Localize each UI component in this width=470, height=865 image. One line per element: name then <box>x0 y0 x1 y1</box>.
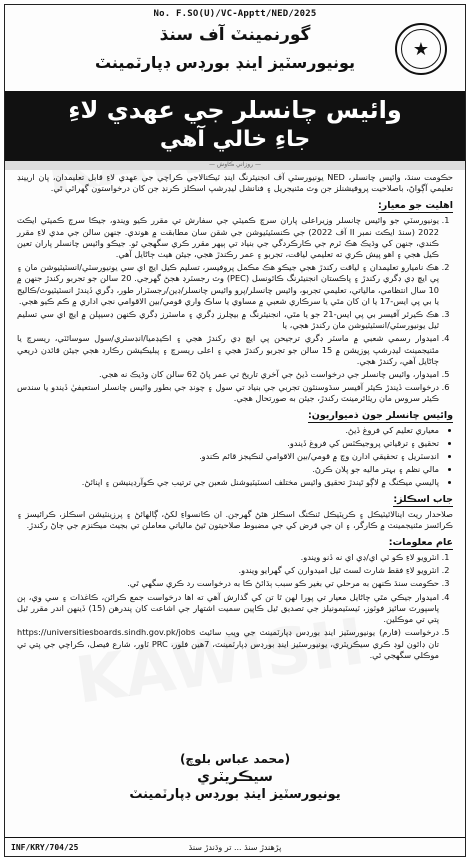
duties-heading: وائيس چانسلر جون ذميواريون: <box>307 409 453 421</box>
organization-line-1: گورنمينٽ آف سنڌ <box>159 25 311 45</box>
list-item: • معياري تعليم کي فروغ ڏيڻ. <box>17 425 439 436</box>
government-logo <box>395 23 447 75</box>
ad-body <box>17 172 453 663</box>
list-item: • انڊسٽريل ۽ تحقيقي ادارن وچ ۾ قومي/بين الاقوامي لنڪيجز قائم ڪندو. <box>17 451 439 462</box>
list-item: 1. يونيورسٽي جو وائيس چانسلر وزيراعلى پاران سرچ ڪميٽي جي سفارش تي مقرر ڪيو ويندو، جيڪا سرچ ڪميٽي ايڪٽ 2022 (سنڌ ايڪٽ نمبر II آف 2022) جي ڪنسٽيٽيوشن جي شقن سان مطابقت ۾ هوندي. جنهن سالن جي مدي لاءِ مقرر ڪندي، جنهن کي وڌيڪ هڪ ٽرم جي ڪارڪردگي جي بنياد تي ٻيهر مقرر ڪري سگهجي ٿو. جيڪو وائيس چانسلر پاران تعين ڪيل هجي ۽ اهو پيش ڪري ته تعليمي لياقت، تجربو ۽ عمر رڪندڙ هجي، جيئن هيٺ ڄاڻايل آهي. <box>17 215 439 260</box>
ad-code: INF/KRY/704/25 <box>11 842 79 852</box>
list-item: 3. حڪومت سنڌ ڪنهن به مرحلي تي بغير ڪو سبب ٻڌائڻ ڪا به درخواست رد ڪري سگهي ٿي. <box>17 578 439 589</box>
logo-emblem-icon: ★ <box>401 29 441 69</box>
list-item: 2. هڪ ناميارو تعليمدان ۽ لياقت رکندڙ هجي جيڪو هڪ مڪمل پروفيسر، تسليم ڪيل ايڇ اي سي يونيورسٽي/انسٽيٽيوشن مان ۽ پي ايڇ ڊي ڊگري رکندڙ ۽ پاڪستان انجنيئرنگ ڪائونسل (PEC) وٽ رجسٽرڊ هجڻ گهرجي. 20 سالن جو تجربو رکندڙ جنهن ۾ 10 سال انتظامي، مالياتي، تعليمي تجربو، وائيس چانسلر/پرو وائيس چانسلر/ڊين/رجسٽرار طور، ڊگري ڏيندڙ انسٽيٽيوٽ/ڪاليج يا بي پي ايس-17 يا ان کان مٿي يا سرڪاري شعبي ۾ مساوي يا ساڪ واري قومي/بين الاقوامي نجي اداري ۾ ڪم ڪيو هجي. <box>17 262 439 307</box>
list-item: 4. اميدوار جيڪي مٿي ڄاڻايل معيار تي پورا لهن ٿا تن کي گذارش آهي ته اها درخواست جمع ڪرائن، ڪاغذات ۽ سي وي، ٻن پاسپورٽ سائيز فوٽوز، ٽيسٽيمونيلز جي تصديق ٿيل ڪاپين سميت اشتهار جي اشاعت کان پندرهن (15) ڏينهن اندر مقرر ٿيل پتي تي موڪلين. <box>17 592 439 626</box>
footer-note: پڙهندڙ سنڌ ... تر وڌندڙ سنڌ <box>188 842 282 852</box>
signatory-department: يونيورسٽيز اينڊ بورڊس ڊپارٽمينٽ <box>129 787 341 802</box>
newspaper-strip: — روزاني ڪاوش — <box>5 161 465 170</box>
organization-line-2: يونيورسٽيز اينڊ بورڊس ڊپارٽمينٽ <box>94 53 356 72</box>
title-line-1: وائيس چانسلر جي عهدي لاءِ <box>68 96 402 124</box>
signature-block <box>65 750 405 804</box>
list-item: 6. درخواست ڏيندڙ ڪيئر آفيسر سڌوسنئون تجربي جي بنياد تي سول ۽ چونڊ جي بطور وائيس چانسلر استعيفيٰ ڏيندو يا سندس ڪيئر سروس مان ريٽائرمينٽ رکندڙ، جيئن به صورتحال هجي. <box>17 382 439 404</box>
list-item: 5. درخواست (فارم) يونيورسٽيز اينڊ بورڊس ڊپارٽمينٽ جي ويب سائيٽ https://universitiesboards.sindh.gov.pk/jobs تان ڊائون لوڊ ڪري سيڪريٽري، يونيورسٽيز اينڊ بورڊس ڊپارٽمينٽ، 7هين فلور، PRC ٽاور، شارع فيصل، ڪراچي جي پتي تي موڪلي سگهجي ٿي. <box>17 627 439 661</box>
advertisement-page <box>4 4 466 857</box>
skills-heading: جاب اسڪلز: <box>393 493 453 505</box>
list-item: 5. اميدوار، وائيس چانسلر جي درخواست ڏيڻ جي آخري تاريخ تي عمر پاڻ 62 سالن کان وڌيڪ نه هجي. <box>17 369 439 380</box>
footer <box>5 837 465 856</box>
duties-list <box>17 425 453 489</box>
signatory-name: (محمد عباس بلوچ) <box>179 752 291 766</box>
list-item: 2. انٽرويو لاءِ فقط شارٽ لسٽ ٿيل اميدوارن کي گهرايو ويندو. <box>17 565 439 576</box>
signatory-designation: سيڪريٽري <box>197 769 273 785</box>
intro-paragraph: حڪومت سنڌ، وائيس چانسلر، NED يونيورسٽي آف انجنيئرنگ اينڊ ٽيڪنالاجي ڪراچي جي عهدي لاءِ قابل تعليمدان، پان اريينڊ تعليمي آڳواڻ، باصلاحيت پروفيشنلز جن وٽ مئنيجريل ۽ فنانشل ليڊرشپ اسڪلز ڪرنڊ جن کان درخواستون گهرائي ٿي. <box>17 172 453 194</box>
skills-paragraph: صلاحدار ريٽ اينالائيٽيڪل ۽ ڪريٽيڪل ٿنڪنگ اسڪلز هئڻ گهرجن. ان ڪانسواءِ لکڻ، ڳالهائڻ ۽ پرزينٽيشن اسڪلز، ڪرائيسز ۽ ڪرائسز مئنيجمينٽ ۾ ڪارگر، ۽ ان جي قرض کي جي مضبوط صلاحيتون ٿيڻ مالياتي معاملن تي بجيٽ ميڪنزم جي ڄاڻ رکندڙ. <box>17 508 453 530</box>
list-item: • تحقيق ۽ ترقياتي پروجيڪٽس کي فروغ ڏيندو. <box>17 438 439 449</box>
list-item: • پاليسي ميڪنگ ۾ لاڳو ٿيندڙ تحقيق وائيس مختلف انسٽيٽيوشنل شعبن جي ترتيب جي ڪوآرڊينيشن ۽ اپنائڻ. <box>17 477 439 488</box>
reference-number: No. F.SO(U)/VC-Apptt/NED/2025 <box>153 9 317 19</box>
list-item: 4. اميدوار رسمي شعبي ۾ ماسٽر ڊگري ترجيحن پي ايڇ ڊي رکندڙ هجي ۽ اڪيڊميا/انڊسٽري/سول سوسائٽي، ريسرچ يا مئنيجمينٽ ليڊرشپ پوزيشن ۾ 15 سالن جو تجربو رکندڙ هجي ۽ اعلى ريسرچ ۽ پبليڪيشن رڪارڊ هجي جيئن قائدن ذريعي ڄاڻايل آهي، رکندڙ هجي. <box>17 333 439 367</box>
general-info-heading: عام معلومات: <box>388 537 453 549</box>
eligibility-list <box>17 215 453 404</box>
header <box>5 23 465 87</box>
general-info-list <box>17 552 453 661</box>
list-item: 1. انٽرويو لاءِ ڪو ٽي اي/ڊي اي نه ڏنو ويندو. <box>17 552 439 563</box>
list-item: 3. هڪ ڪيرئر آفيسر بي پي ايس-21 جو يا مٿي، انجنيئرنگ ۾ بيچلرز ڊگري ۽ ماسٽرز ڊگري ڪنهن ڊسيپلن ۾ ايڇ اي سي تسليم ٿيل يونيورسٽي/انسٽيٽيوشن مان رکندڙ هجي، يا <box>17 309 439 331</box>
list-item: • مالي نظم ۽ بہتر ماليه جو پلان ڪرڻ. <box>17 464 439 475</box>
eligibility-heading: اهليت جو معيار: <box>377 200 453 212</box>
title-line-2: جاءِ خالي آهي <box>159 127 311 152</box>
title-band <box>5 91 465 161</box>
